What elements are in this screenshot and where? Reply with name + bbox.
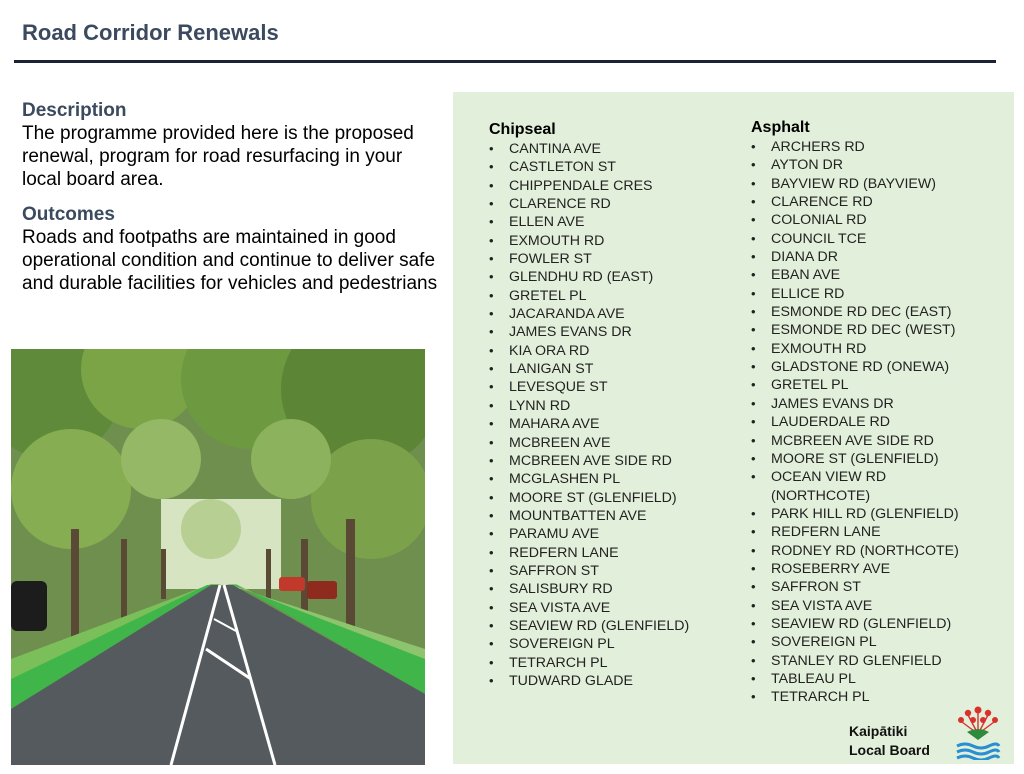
list-item: • ELLICE RD [751,285,1011,303]
list-item: • PARAMU AVE [489,525,729,543]
logo-text [849,722,930,760]
asphalt-list [751,138,1011,707]
list-item: • ARCHERS RD [751,138,1011,156]
list-item: • LANIGAN ST [489,360,729,378]
list-item: • ESMONDE RD DEC (EAST) [751,303,1011,321]
pohutukawa-logo-icon [953,704,1003,760]
chipseal-list [489,140,729,690]
list-item: • FOWLER ST [489,250,729,268]
list-item: • MOORE ST (GLENFIELD) [489,489,729,507]
list-item: • ROSEBERRY AVE [751,560,1011,578]
list-item: • EBAN AVE [751,266,1011,284]
list-item: • EXMOUTH RD [489,232,729,250]
list-item: • TETRARCH PL [489,654,729,672]
list-item: • LEVESQUE ST [489,378,729,396]
renewals-panel [453,92,1014,764]
kaipatiki-logo [849,704,1009,764]
chipseal-column [489,120,729,690]
list-item: • REDFERN LANE [751,523,1011,541]
list-item: • TETRARCH PL [751,688,1011,706]
list-item: • AYTON DR [751,156,1011,174]
list-item: • SEAVIEW RD (GLENFIELD) [751,615,1011,633]
description-heading: Description [22,100,127,121]
list-item: • MAHARA AVE [489,415,729,433]
list-item: • GLENDHU RD (EAST) [489,268,729,286]
list-item: • SAFFRON ST [751,578,1011,596]
chipseal-heading: Chipseal [489,121,556,138]
list-item: • MCGLASHEN PL [489,470,729,488]
list-item: • MCBREEN AVE SIDE RD [489,452,729,470]
list-item: • SALISBURY RD [489,580,729,598]
list-item: • SEA VISTA AVE [489,599,729,617]
list-item: • STANLEY RD GLENFIELD [751,652,1011,670]
list-item: • CHIPPENDALE CRES [489,177,729,195]
logo-line-1: Kaipātiki [849,723,908,739]
list-item: • JAMES EVANS DR [751,395,1011,413]
list-item: • SOVEREIGN PL [489,635,729,653]
list-item: • MCBREEN AVE [489,434,729,452]
list-item: • GRETEL PL [489,287,729,305]
list-item: • MCBREEN AVE SIDE RD [751,432,1011,450]
list-item: • SEAVIEW RD (GLENFIELD) [489,617,729,635]
page-title: Road Corridor Renewals [22,20,279,45]
logo-line-2: Local Board [849,742,930,758]
description-text: The programme provided here is the proposed renewal, program for road resurfacing in your local board area. [22,123,414,190]
list-item: • ESMONDE RD DEC (WEST) [751,321,1011,339]
list-item: • JACARANDA AVE [489,305,729,323]
list-item: • CASTLETON ST [489,158,729,176]
list-item: • COUNCIL TCE [751,230,1011,248]
list-item: • SEA VISTA AVE [751,597,1011,615]
outcomes-heading: Outcomes [22,204,115,225]
list-item: • PARK HILL RD (GLENFIELD) [751,505,1011,523]
list-item: • SOVEREIGN PL [751,633,1011,651]
list-item: • KIA ORA RD [489,342,729,360]
list-item: • LYNN RD [489,397,729,415]
list-item: • MOORE ST (GLENFIELD) [751,450,1011,468]
list-item: • ELLEN AVE [489,213,729,231]
list-item: • DIANA DR [751,248,1011,266]
list-item: • OCEAN VIEW RD (NORTHCOTE) [751,468,981,505]
left-column [22,100,442,295]
outcomes-text: Roads and footpaths are maintained in good operational condition and continue to deliver safe and durable facilities for vehicles and pedestrians [22,227,438,294]
asphalt-column [751,118,1011,707]
list-item: • SAFFRON ST [489,562,729,580]
list-item: • TABLEAU PL [751,670,1011,688]
list-item: • JAMES EVANS DR [489,323,729,341]
list-item: • COLONIAL RD [751,211,1011,229]
list-item: • GRETEL PL [751,376,1011,394]
list-item: • GLADSTONE RD (ONEWA) [751,358,1011,376]
list-item: • BAYVIEW RD (BAYVIEW) [751,175,1011,193]
road-illustration [11,349,425,765]
title-divider [14,60,996,63]
road-photo [11,349,425,765]
list-item: • REDFERN LANE [489,544,729,562]
asphalt-heading: Asphalt [751,119,810,136]
list-item: • MOUNTBATTEN AVE [489,507,729,525]
list-item: • TUDWARD GLADE [489,672,729,690]
list-item: • CLARENCE RD [751,193,1011,211]
list-item: • CLARENCE RD [489,195,729,213]
list-item: • EXMOUTH RD [751,340,1011,358]
list-item: • RODNEY RD (NORTHCOTE) [751,542,1011,560]
list-item: • LAUDERDALE RD [751,413,1011,431]
list-item: • CANTINA AVE [489,140,729,158]
